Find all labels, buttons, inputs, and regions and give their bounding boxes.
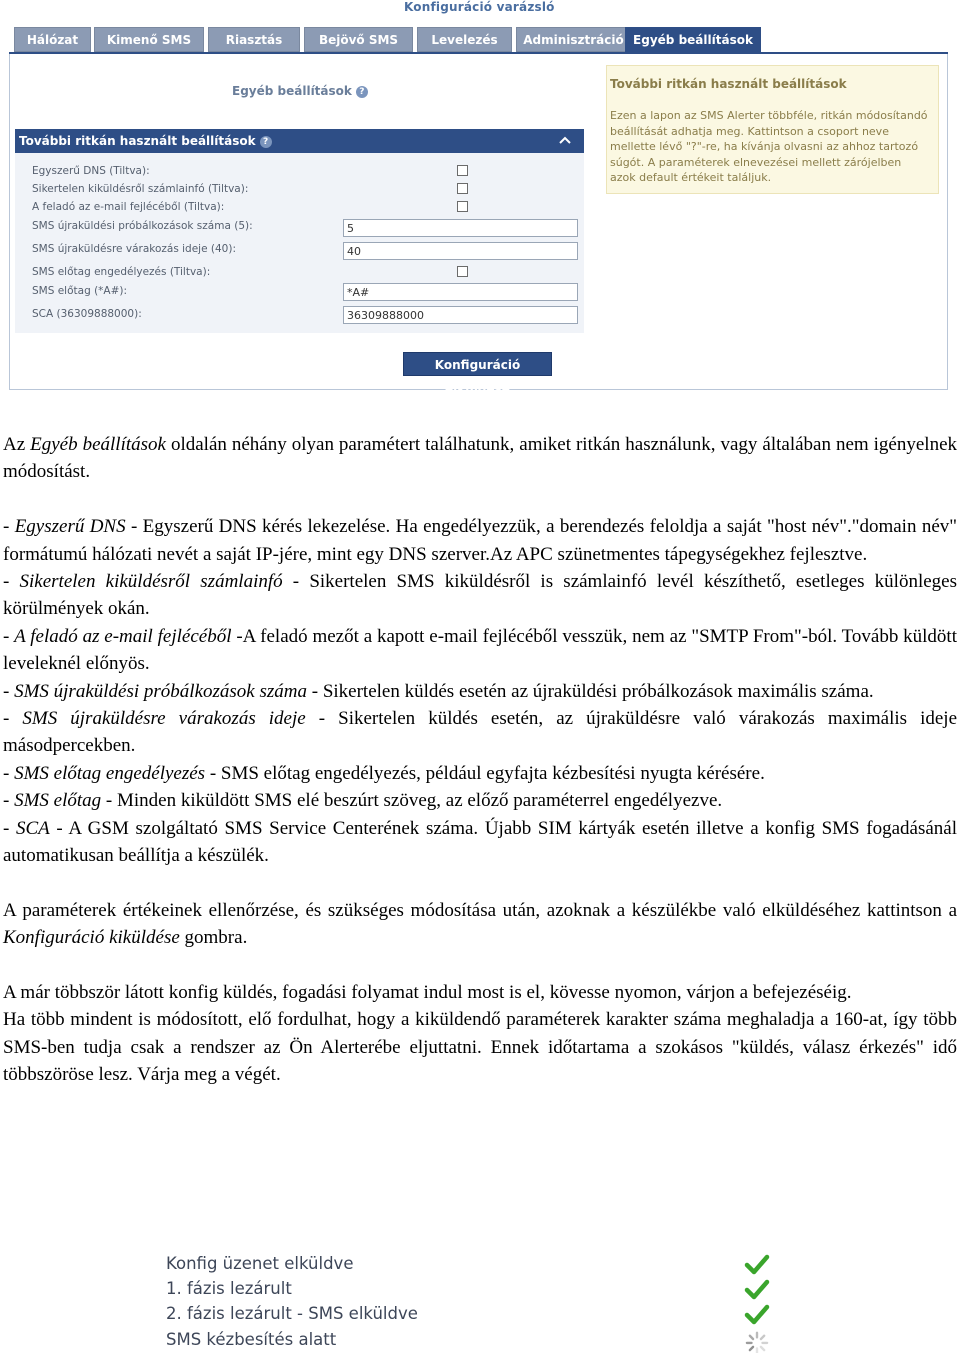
item-desc: Minden kiküldött SMS elé beszúrt szöveg, az előző paraméterrel engedélyezve. xyxy=(116,790,723,812)
tab-kimeno-sms[interactable]: Kimenő SMS xyxy=(94,27,204,52)
item-term: SMS újraküldésre várakozás ideje xyxy=(22,708,306,730)
item-term: Sikertelen kiküldésről számlainfó xyxy=(19,571,283,593)
sms-elotag-input[interactable] xyxy=(343,283,578,301)
szamlainfo-checkbox[interactable] xyxy=(457,183,468,194)
item-desc: Sikertelen SMS kiküldésről is számlainfó levél készíthető, esetleges különleges körülmények okán. xyxy=(3,571,957,620)
item-term: SMS előtag engedélyezés xyxy=(14,762,206,784)
sca-input[interactable] xyxy=(343,306,578,324)
tab-levelezes[interactable]: Levelezés xyxy=(417,27,512,52)
ujrakuldesi-probalkozasok-input[interactable] xyxy=(343,219,578,237)
description-item: - A feladó az e-mail fejlécéből -A feladó mezőt a kapott e-mail fejlécéből vesszük, nem az "SMTP From"-ból. Tovább küldött leveleknél előnyös. xyxy=(3,625,957,675)
description-item: - SMS előtag - Minden kiküldött SMS elé beszúrt szöveg, az előző paraméterrel engedélyezve. xyxy=(3,790,723,812)
help-box-text: Ezen a lapon az SMS Alerter többféle, ritkán módosítandó beállítását adhatja meg. Kattintson a csoport neve mellette lévő "?"-re, ha kívánja olvasni az ahhoz tartozó súgót. A paraméterek elnevezései mellett zárójelben azok default értékeit találjuk. xyxy=(610,109,928,184)
item-desc: Sikertelen küldés esetén, az újraküldésre való várakozás maximális ideje másodpercekben. xyxy=(3,708,958,757)
intro-term: Egyéb beállítások xyxy=(30,434,166,455)
page-title xyxy=(232,84,368,98)
egyszeru-dns-checkbox[interactable] xyxy=(457,165,468,176)
page-title-text: Egyéb beállítások xyxy=(232,84,352,98)
tab-adminisztracio[interactable]: Adminisztráció xyxy=(516,27,631,52)
elotag-engedelyezes-checkbox[interactable] xyxy=(457,266,468,277)
wizard-title: Konfiguráció varázsló xyxy=(404,0,555,14)
paragraph-multiple-sms: Ha több mindent is módosított, elő fordulhat, hogy a kiküldendő paraméterek karakter száma meghaladja a 160-at, így több SMS-ben tudja csak a rendszer az Ön Alerterébe eljuttatni. Ennek időtartama a szokásos "küldés, válasz érkezés" idő többszöröse lesz. Várja meg a végét. xyxy=(3,1009,957,1086)
description-item: - SCA - A GSM szolgáltató SMS Service Centerének száma. Újabb SIM kártyák esetén illetve a konfig SMS fogadásánál automatikusan beállítja a készülék. xyxy=(3,817,958,867)
konfiguracio-elkuldese-button[interactable]: Konfiguráció elküldése xyxy=(403,352,552,376)
section-header[interactable] xyxy=(15,129,584,153)
chevron-up-icon[interactable] xyxy=(558,133,572,147)
button-reference: Konfiguráció kiküldése xyxy=(3,927,180,949)
field-label-felado-fejlec: A feladó az e-mail fejlécéből (Tiltva): xyxy=(32,201,225,213)
varakozas-ideje-input[interactable] xyxy=(343,242,578,260)
help-box xyxy=(606,65,939,194)
field-label-varakozas-ideje: SMS újraküldésre várakozás ideje (40): xyxy=(32,243,236,255)
field-label-szamlainfo: Sikertelen kiküldésről számlainfó (Tiltva): xyxy=(32,183,249,195)
description-item: - Egyszerű DNS - Egyszerű DNS kérés lekezelése. Ha engedélyezzük, a berendezés feloldja a saját "host név"."domain név" formátumú hálózati nevét a saját IP-jére, mint egy DNS szerver.Az APC szünetmentes tápegységekhez fejlesztve. xyxy=(3,516,958,565)
spinner-icon xyxy=(744,1331,770,1353)
felado-fejlec-checkbox[interactable] xyxy=(457,201,468,212)
description-item: - SMS újraküldésre várakozás ideje - Sikertelen küldés esetén, az újraküldésre való várakozás maximális ideje másodpercekben. xyxy=(3,708,958,757)
status-line-sent: Konfig üzenet elküldve xyxy=(166,1254,354,1273)
item-desc: A feladó mezőt a kapott e-mail fejlécéből vesszük, nem az "SMTP From"-ból. Tovább küldött leveleknél előnyös. xyxy=(3,625,957,675)
field-label-elotag-engedelyezes: SMS előtag engedélyezés (Tiltva): xyxy=(32,266,211,278)
field-label-sms-elotag: SMS előtag (*A#): xyxy=(32,285,128,297)
section-title: További ritkán használt beállítások xyxy=(19,134,256,148)
item-desc: Egyszerű DNS kérés lekezelése. Ha engedélyezzük, a berendezés feloldja a saját "host név"."domain név" formátumú hálózati nevét a saját IP-jére, mint egy DNS szerver.Az APC szünetmentes tápegységekhez fejlesztve. xyxy=(3,516,958,565)
intro-a: Az xyxy=(3,434,31,455)
paragraph-send: A paraméterek értékeinek ellenőrzése, és szükséges módosítása után, azoknak a készülékbe való elküldéséhez kattintson a Konfiguráció kiküldése gombra. xyxy=(3,899,957,949)
document-text xyxy=(3,431,957,1089)
check-icon xyxy=(744,1279,770,1301)
description-item: - SMS előtag engedélyezés - SMS előtag engedélyezés, például egyfajta kézbesítési nyugta kérésére. xyxy=(3,762,765,784)
section-help-icon[interactable]: ? xyxy=(260,136,272,148)
status-line-phase1: 1. fázis lezárult xyxy=(166,1279,292,1298)
item-term: SCA xyxy=(15,817,50,839)
description-list xyxy=(3,513,957,869)
check-icon xyxy=(744,1254,770,1276)
check-icon xyxy=(744,1304,770,1326)
tab-halozat[interactable]: Hálózat xyxy=(14,27,91,52)
status-line-phase2: 2. fázis lezárult - SMS elküldve xyxy=(166,1304,418,1323)
item-term: Egyszerű DNS xyxy=(14,516,126,538)
intro-c: oldalán néhány olyan paramétert találhatunk, amiket ritkán használunk, vagy általában nem igényelnek módosítást. xyxy=(3,434,957,483)
tab-bejovo-sms[interactable]: Bejövő SMS xyxy=(304,27,413,52)
field-label-sca: SCA (36309888000): xyxy=(32,308,142,320)
status-line-delivery: SMS kézbesítés alatt xyxy=(166,1330,337,1349)
tab-riasztas[interactable]: Riasztás xyxy=(208,27,300,52)
tab-egyeb-beallitasok[interactable]: Egyéb beállítások xyxy=(625,27,761,52)
intro-paragraph xyxy=(3,431,957,486)
description-item: - SMS újraküldési próbálkozások száma - Sikertelen küldés esetén az újraküldési próbálkozások maximális száma. xyxy=(3,680,874,702)
item-desc: Sikertelen küldés esetén az újraküldési próbálkozások maximális száma. xyxy=(322,680,874,702)
help-icon[interactable]: ? xyxy=(356,86,368,98)
item-term: SMS előtag xyxy=(14,790,102,812)
item-term: A feladó az e-mail fejlécéből xyxy=(14,625,232,647)
item-desc: SMS előtag engedélyezés, például egyfajta kézbesítési nyugta kérésére. xyxy=(220,762,765,784)
description-item: - Sikertelen kiküldésről számlainfó - Sikertelen SMS kiküldésről is számlainfó levél készíthető, esetleges különleges körülmények okán. xyxy=(3,571,957,620)
help-box-title: További ritkán használt beállítások xyxy=(610,77,847,91)
item-term: SMS újraküldési próbálkozások száma xyxy=(14,680,307,702)
field-label-ujrakuldesi-probalkozasok: SMS újraküldési próbálkozások száma (5): xyxy=(32,220,253,232)
paragraph-process: A már többször látott konfig küldés, fogadási folyamat indul most is el, kövesse nyomon, várjon a befejezéséig. xyxy=(3,982,852,1004)
item-desc: A GSM szolgáltató SMS Service Centerének száma. Újabb SIM kártyák esetén illetve a konfig SMS fogadásánál automatikusan beállítja a készülék. xyxy=(3,817,958,867)
field-label-egyszeru-dns: Egyszerű DNS (Tiltva): xyxy=(32,165,150,177)
